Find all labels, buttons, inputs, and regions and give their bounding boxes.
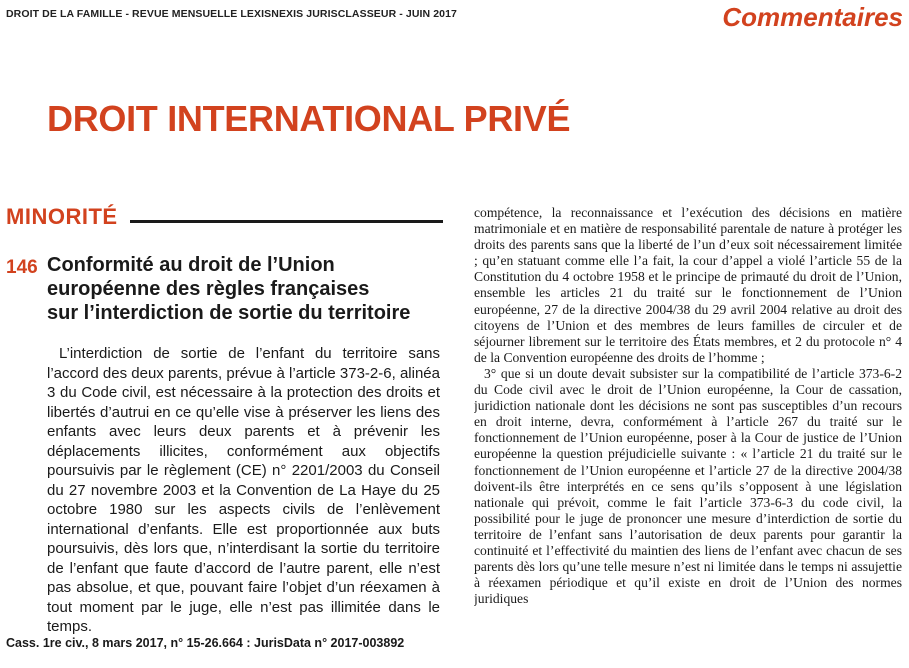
article-title: [47, 253, 442, 325]
article-title-line: Conformité au droit de l’Union: [47, 254, 335, 276]
subsection-label: MINORITÉ: [6, 204, 118, 229]
article-title-line: sur l’interdiction de sortie du territoire: [47, 302, 411, 324]
page-title: DROIT INTERNATIONAL PRIVÉ: [47, 98, 571, 139]
running-header: DROIT DE LA FAMILLE - REVUE MENSUELLE LEXISNEXIS JURISCLASSEUR - JUIN 2017: [6, 8, 457, 20]
paragraph: compétence, la reconnaissance et l’exécution des décisions en matière matrimoniale et en matière de responsabilité parentale de nature à protéger les droits des parents sans que la liberté de l’un d’eux soit nécessairement limitée ; qu’en statuant comme elle l’a fait, la cour d’appel a violé l’article 55 de la Constitution du 4 octobre 1958 et le principe de primauté du droit de l’Union, ensemble les articles 21 du traité sur le fonctionnement de l’Union européenne, 27 de la directive 2004/38 du 29 avril 2004 relative au droit des citoyens de l’Union et des membres de leurs familles de circuler et de séjourner librement sur le territoire des États membres, et 2 du protocole n° 4 de la Convention européenne des droits de l’homme ;: [474, 205, 902, 365]
right-column-text: [474, 205, 902, 668]
article-title-line: européenne des règles françaises: [47, 278, 370, 300]
article-number: 146: [6, 257, 38, 278]
paragraph: 3° que si un doute devait subsister sur la compatibilité de l’article 373-6-2 du Code civil avec le droit de l’Union européenne, la Cour de cassation, juridiction nationale dont les décisions ne sont pas susceptibles d’un recours en droit interne, devra, conformément à l’article 267 du traité sur le fonctionnement de l’Union européenne, poser à la Cour de justice de l’Union européenne la question préjudicielle suivante : « l’article 21 du traité sur le fonctionnement de l’Union européenne et l’article 27 de la directive 2004/38 doivent-ils être interprétés en ce sens qu’ils s’opposent à une législation nationale qui prévoit, comme le fait l’article 373-6-3 du code civil, la possibilité pour le juge de prononcer une mesure d’interdiction de sortie du territoire de l’enfant sans l’autorisation de deux parents pour garantir la continuité et l’effectivité du maintien des liens de l’enfant avec chacun de ses parents dès lors qu’une telle mesure n’est ni limitée dans le temps ni assujettie à réexamen périodique et qu’il existe en droit de l’Union des normes juridiques: [474, 365, 902, 607]
subsection-rule: [130, 220, 443, 223]
section-label: Commentaires: [722, 2, 903, 32]
subsection-heading: [6, 200, 443, 234]
case-reference: Cass. 1re civ., 8 mars 2017, n° 15-26.664 : JurisData n° 2017-003892: [6, 636, 405, 650]
article-summary: L’interdiction de sortie de l’enfant du territoire sans l’accord des deux parents, prévue à l’article 373-2-6, alinéa 3 du Code civil, est nécessaire à la protection des droits et libertés d’autrui en ce qu’elle vise à préserver les liens des enfants avec leurs deux parents et à prévenir les déplacements illicites, conformément aux objectifs poursuivis par le règlement (CE) n° 2201/2003 du Conseil du 27 novembre 2003 et la Convention de La Haye du 25 octobre 1980 sur les aspects civils de l’enlèvement international d’enfants. Elle est proportionnée aux buts poursuivis, dès lors que, n’interdisant la sortie du territoire de l’enfant que faute d’accord de l’autre parent, elle n’est pas absolue, et que, pouvant faire l’objet d’un réexamen à tout moment par le juge, elle n’est pas illimitée dans le temps.: [47, 345, 440, 635]
